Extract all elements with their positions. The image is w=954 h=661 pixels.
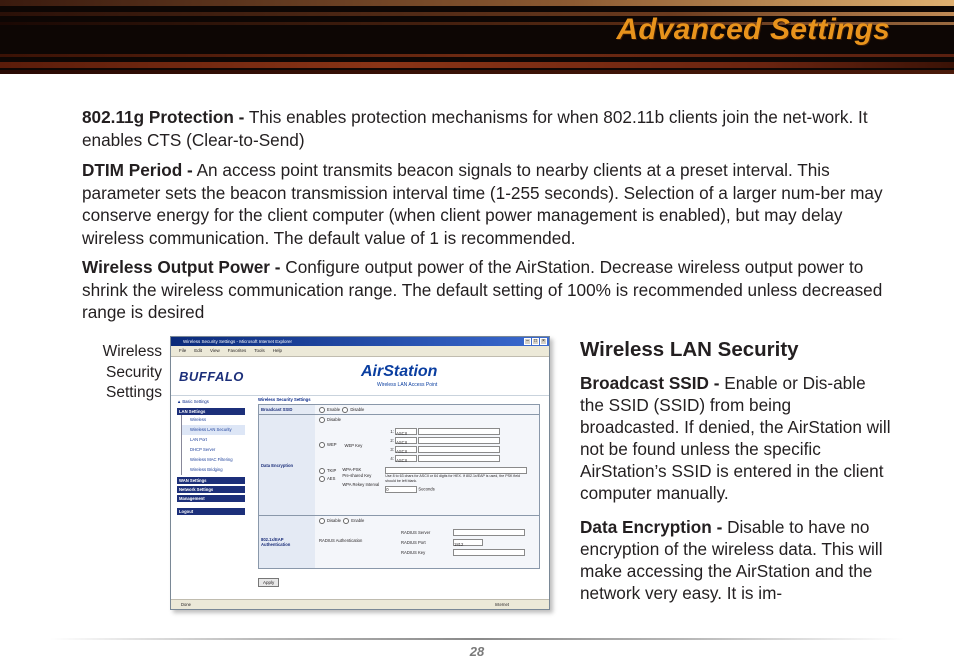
radio-icon xyxy=(319,468,325,474)
option-label: Disable xyxy=(327,518,341,524)
key-index: 3: xyxy=(390,447,394,452)
menu-file: File xyxy=(179,348,187,353)
sidebar-item: Wireless xyxy=(181,415,245,425)
sidebar-network-settings: Network Settings xyxy=(177,486,245,493)
footer-rule xyxy=(50,638,904,640)
psk-note: Use 8 to 63 chars for ASCII or 64 digits for HEX. If 802.1x/EAP is used, the PSK field should be left blank. xyxy=(385,474,521,483)
window-title: Wireless Security Settings - Microsoft Internet Explorer xyxy=(183,339,293,344)
radio-icon xyxy=(319,417,325,423)
header-stripe xyxy=(0,0,954,6)
radio-icon xyxy=(319,518,325,524)
page-number: 28 xyxy=(469,644,485,659)
sidebar-logout: Logout xyxy=(177,508,245,515)
radio-icon xyxy=(319,476,325,482)
screenshot-sidebar xyxy=(177,397,245,515)
radio-icon xyxy=(342,407,348,413)
radio-icon xyxy=(343,518,349,524)
status-done: Done xyxy=(181,602,192,607)
option-label: Disable xyxy=(350,407,365,413)
key-index: 1: xyxy=(390,429,394,434)
key-index: 2: xyxy=(390,438,394,443)
section-heading: Wireless LAN Security xyxy=(580,338,799,361)
menu-favorites: Favorites xyxy=(227,348,247,353)
sidebar-lan-settings: LAN Settings xyxy=(177,408,245,415)
broadcast-ssid-paragraph xyxy=(580,372,892,504)
radius-port-label: RADIUS Port xyxy=(401,540,426,545)
menu-tools: Tools xyxy=(254,348,265,353)
radius-server-input xyxy=(453,529,525,536)
data-encryption-row xyxy=(258,415,540,516)
sidebar-management: Management xyxy=(177,495,245,502)
brand-banner xyxy=(171,357,549,396)
option-label: TKIP xyxy=(327,468,337,473)
sidebar-item: Wireless Bridging xyxy=(181,465,245,475)
key-input xyxy=(418,446,500,453)
radius-port-input: 1812 xyxy=(453,539,483,546)
auth-row xyxy=(258,516,540,569)
key-format-select: ASCII xyxy=(395,437,417,444)
rekey-input: 0 xyxy=(385,486,417,493)
radius-server-label: RADIUS Server xyxy=(401,530,431,535)
caption-line: Wireless xyxy=(102,343,162,360)
row-value xyxy=(315,405,539,414)
dtim-paragraph xyxy=(82,159,894,249)
protection-paragraph xyxy=(82,106,894,151)
wpa-psk-label: WPA-PSK xyxy=(342,467,362,472)
caption-line: Settings xyxy=(105,384,162,401)
term-description: Enable or Dis-able the SSID (SSID) from being broadcasted. If denied, the AirStation will not be found unless the specific AirStation’s SSID is entered in the client computer manually. xyxy=(580,373,891,503)
sidebar-wan-settings: WAN Settings xyxy=(177,477,245,484)
page-title: Advanced Settings xyxy=(616,13,890,46)
key-format-select: ASCII xyxy=(395,446,417,453)
security-settings-screenshot xyxy=(170,336,550,610)
menu-help: Help xyxy=(272,348,283,353)
term-label: 802.11g Protection - xyxy=(82,107,245,127)
data-encryption-paragraph xyxy=(580,516,892,604)
rekey-label: WPA Rekey Interval xyxy=(342,482,380,487)
basic-settings-link: ▲ Basic Settings xyxy=(177,399,209,404)
sidebar-item: Wireless MAC Filtering xyxy=(181,455,245,465)
key-index: 4: xyxy=(390,456,394,461)
minimize-icon: – xyxy=(524,338,531,345)
term-description: An access point transmits beacon signals to nearby clients at a preset interval. This parameter sets the beacon transmission interval time (1-255 seconds). Selection of a larger num-ber may conserve energy for the client computer (when client power management is enabled), but may delay wireless communication. The default value of 1 is recommended. xyxy=(82,160,883,248)
sidebar-item-active: Wireless LAN Security xyxy=(181,425,245,435)
header-stripe xyxy=(0,54,954,57)
apply-button: Apply xyxy=(258,578,279,587)
key-input xyxy=(418,437,500,444)
term-label: Data Encryption - xyxy=(580,517,723,537)
seconds-label: Seconds xyxy=(418,486,435,492)
key-format-select: ASCII xyxy=(395,428,417,435)
radius-key-label: RADIUS Key xyxy=(401,550,426,555)
key-input xyxy=(418,428,500,435)
output-power-paragraph xyxy=(82,256,894,324)
key-format-select: ASCII xyxy=(395,455,417,462)
status-zone: Internet xyxy=(494,602,509,607)
term-description: Disable to have no encryption of the wireless data. This will make accessing the AirStation and the network very easy. It is im- xyxy=(580,517,883,603)
menu-view: View xyxy=(210,348,220,353)
term-description: This enables protection mechanisms for when 802.11b clients join the net-work. It enables CTS (Clear-to-Send) xyxy=(82,107,868,150)
caption-line: Security xyxy=(106,363,162,381)
term-label: Wireless Output Power - xyxy=(82,257,281,277)
window-titlebar xyxy=(171,337,549,346)
row-value xyxy=(315,516,539,568)
form-title: Wireless Security Settings xyxy=(258,397,311,402)
figure-caption xyxy=(94,342,162,404)
radius-key-input xyxy=(453,549,525,556)
option-label: Enable xyxy=(327,407,341,413)
option-label: AES xyxy=(327,476,336,481)
psk-input xyxy=(385,467,527,474)
browser-status-bar xyxy=(171,599,549,609)
menu-bar xyxy=(171,346,549,357)
row-value xyxy=(315,415,539,515)
sidebar-item: DHCP Server xyxy=(181,445,245,455)
broadcast-ssid-row xyxy=(258,404,540,415)
option-label: WEP xyxy=(327,442,337,448)
radio-icon xyxy=(319,407,325,413)
window-controls xyxy=(524,338,547,345)
key-input xyxy=(418,455,500,462)
close-icon: × xyxy=(540,338,547,345)
screenshot-form xyxy=(258,397,540,587)
row-label: Broadcast SSID xyxy=(259,405,315,414)
row-label: 802.1x/EAP Authentication xyxy=(259,516,315,568)
maximize-icon: □ xyxy=(533,338,538,344)
row-label: Data Encryption xyxy=(259,415,315,515)
header-stripe xyxy=(0,62,954,68)
option-label: Enable xyxy=(351,518,365,524)
term-label: Broadcast SSID - xyxy=(580,373,720,393)
airstation-logo: AirStation xyxy=(361,363,438,380)
sidebar-item: LAN Port xyxy=(181,435,245,445)
buffalo-logo: BUFFALO xyxy=(179,369,244,384)
pre-shared-key-label: Pre-shared Key xyxy=(342,473,372,478)
wep-key-label: WEP Key xyxy=(344,442,363,448)
option-label: Disable xyxy=(327,417,341,423)
page-header xyxy=(0,0,954,74)
airstation-subtitle: Wireless LAN Access Point xyxy=(377,382,438,388)
header-stripe xyxy=(0,70,954,74)
radio-icon xyxy=(319,442,325,448)
menu-edit: Edit xyxy=(194,348,203,353)
term-label: DTIM Period - xyxy=(82,160,193,180)
radius-auth-label: RADIUS Authentication xyxy=(319,538,363,543)
term-description: Configure output power of the AirStation. Decrease wireless output power to shrink the wireless communication range. The default setting of 100% is recommended unless decreased range is desired xyxy=(82,257,883,322)
